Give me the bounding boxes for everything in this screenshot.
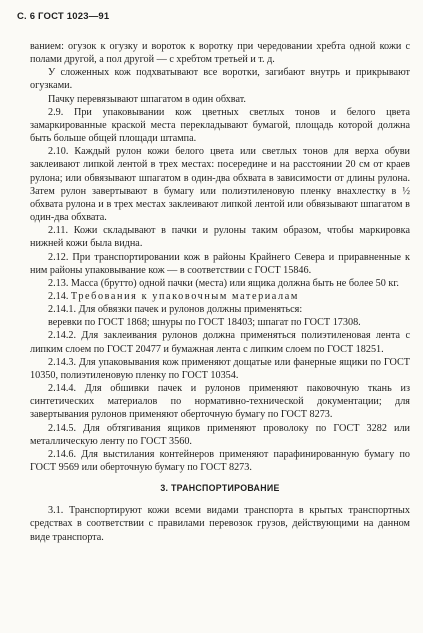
clause-2-9: 2.9. При упаковывании кож цветных светлых тонов и белого цвета замаркированные краской места перекладывают бумагой, площадь которой должна быть больше общей площади штампа. xyxy=(30,106,410,145)
clause-2-14-heading xyxy=(30,290,410,303)
paragraph-tying: Пачку перевязывают шпагатом в один обхват. xyxy=(48,93,246,105)
document-body xyxy=(30,40,410,544)
clause-3-1: 3.1. Транспортируют кожи всеми видами транспорта в крытых транспортных средствах в соответствии с правилами перевозок грузов, действующими на данном виде транспорта. xyxy=(30,505,410,543)
clause-2-14-5: 2.14.5. Для обтягивания ящиков применяют проволоку по ГОСТ 3282 или металлическую ленту по ГОСТ 3560. xyxy=(30,422,410,447)
clause-2-11: 2.11. Кожи складывают в пачки и рулоны таким образом, чтобы маркировка нижней кожи была видна. xyxy=(30,225,410,250)
page-header xyxy=(17,11,109,22)
clause-2-14-number: 2.14. xyxy=(48,290,69,302)
clause-2-13: 2.13. Масса (брутто) одной пачки (места) или ящика должна быть не более 50 кг. xyxy=(48,277,399,289)
clause-2-14-1: 2.14.1. Для обвязки пачек и рулонов должны применяться: xyxy=(48,304,303,316)
clause-2-14-title: Требования к упаковочным материалам xyxy=(70,290,299,302)
paragraph-folding: У сложенных кож подхватывают все воротки, загибают внутрь и прикрывают огузками. xyxy=(30,67,410,92)
clause-2-14-4: 2.14.4. Для обшивки пачек и рулонов применяют паковочную ткань из синтетических материалов по нормативно-технической документации; для завертывания рулонов применяют оберточную бумагу по ГОСТ 8273. xyxy=(30,383,410,421)
section-3-title: 3. ТРАНСПОРТИРОВАНИЕ xyxy=(160,483,280,494)
clause-2-12: 2.12. При транспортировании кож в районы Крайнего Севера и приравненные к ним районы упаковывание кож — в соответствии с ГОСТ 15846. xyxy=(30,251,410,276)
clause-2-14-2: 2.14.2. Для заклеивания рулонов должна применяться полиэтиленовая лента с липким слоем по ГОСТ 20477 и бумажная лента с липким слоем по ГОСТ 18251. xyxy=(30,330,410,355)
paragraph-continuation: ванием: огузок к огузку и вороток к воротку при чередовании хребта одной кожи с полами другой, а пол другой — с хребтом третьей и т. д. xyxy=(30,41,410,66)
clause-2-10: 2.10. Каждый рулон кожи белого цвета или светлых тонов для верха обуви заклеивают липкой лентой в трех местах: посередине и на расстоянии 20 см от краев рулона; или обвязывают шпагатом в один-два обхвата в зависимости от длины рулона. Затем рулон завертывают в бумагу или полиэтиленовую пленку внахлестку в ½ обхвата рулона и в трех местах заклеивают липкой лентой или обвязывают шпагатом в один-два обхвата. xyxy=(30,146,410,224)
clause-2-14-3: 2.14.3. Для упаковывания кож применяют дощатые или фанерные ящики по ГОСТ 10350, полиэтиленовую пленку по ГОСТ 10354. xyxy=(30,356,410,381)
clause-2-14-6: 2.14.6. Для выстилания контейнеров применяют парафинированную бумагу по ГОСТ 9569 или оберточную бумагу по ГОСТ 8273. xyxy=(30,448,410,473)
page-header-label: С. 6 ГОСТ 1023—91 xyxy=(17,11,110,22)
clause-2-14-1-list: веревки по ГОСТ 1868; шнуры по ГОСТ 18403; шпагат по ГОСТ 17308. xyxy=(48,317,361,329)
